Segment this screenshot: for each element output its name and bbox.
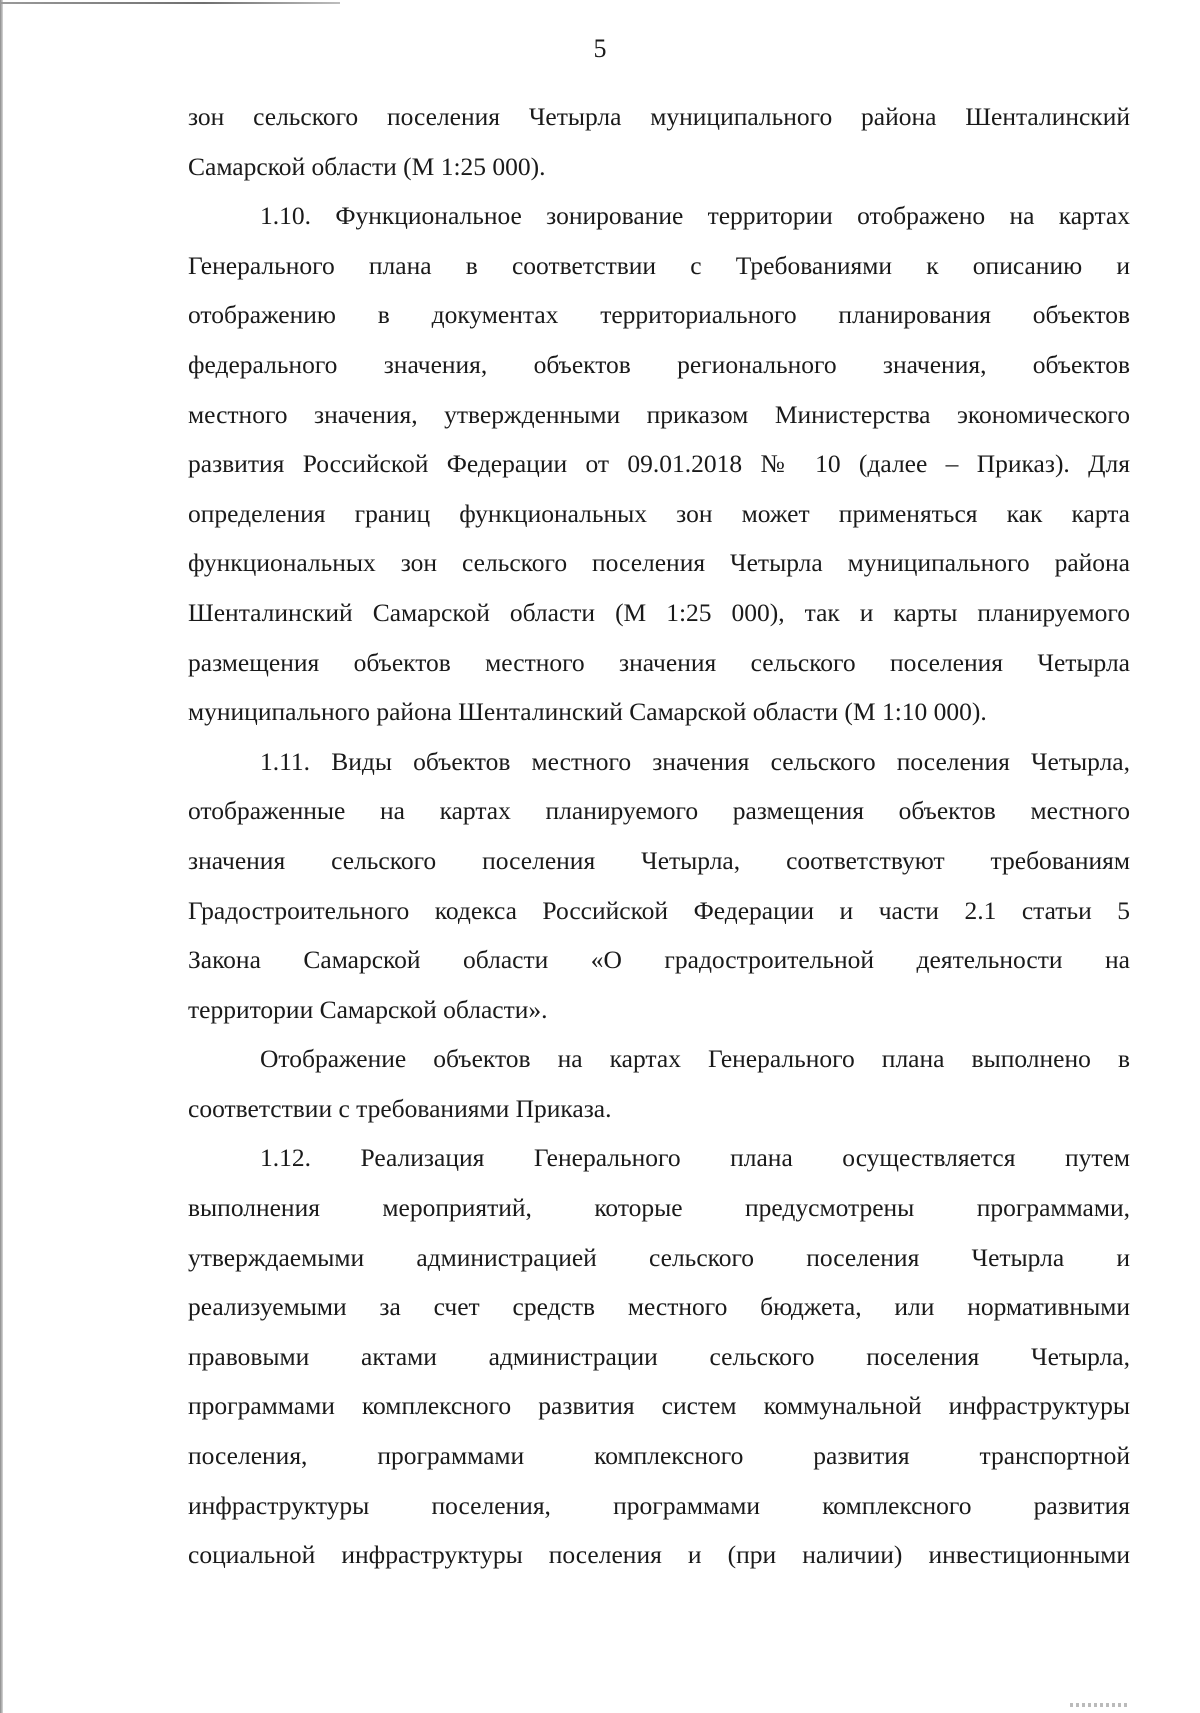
text-line: выполнения мероприятий, которые предусмотрены программами, bbox=[188, 1193, 1130, 1223]
text-line: программами комплексного развития систем коммунальной инфраструктуры bbox=[188, 1391, 1130, 1421]
text-line: отображенные на картах планируемого размещения объектов местного bbox=[188, 796, 1130, 826]
text-line: Градостроительного кодекса Российской Федерации и части 2.1 статьи 5 bbox=[188, 895, 1130, 925]
text-line: муниципального района Шенталинский Самарской области (М 1:10 000). bbox=[188, 697, 987, 727]
text-line: территории Самарской области». bbox=[188, 994, 548, 1024]
text-line: Шенталинский Самарской области (М 1:25 000), так и карты планируемого bbox=[188, 597, 1130, 627]
text-line: социальной инфраструктуры поселения и (при наличии) инвестиционными bbox=[188, 1540, 1130, 1570]
text-line: федерального значения, объектов регионального значения, объектов bbox=[188, 349, 1130, 379]
text-line: Самарской области (М 1:25 000). bbox=[188, 151, 546, 181]
text-line: местного значения, утвержденными приказом Министерства экономического bbox=[188, 399, 1130, 429]
text-line: значения сельского поселения Четырла, соответствуют требованиям bbox=[188, 845, 1130, 875]
text-line: отображению в документах территориального планирования объектов bbox=[188, 300, 1130, 330]
text-line: размещения объектов местного значения сельского поселения Четырла bbox=[188, 647, 1130, 677]
text-line: функциональных зон сельского поселения Четырла муниципального района bbox=[188, 548, 1130, 578]
scan-top-line-artifact bbox=[0, 2, 340, 4]
text-line: Генерального плана в соответствии с Требованиями к описанию и bbox=[188, 250, 1130, 280]
text-line: 1.10. Функциональное зонирование территории отображено на картах bbox=[260, 201, 1130, 231]
text-line: развития Российской Федерации от 09.01.2018 № 10 (далее – Приказ). Для bbox=[188, 449, 1130, 479]
text-line: зон сельского поселения Четырла муниципального района Шенталинский bbox=[188, 102, 1130, 131]
text-line: утверждаемыми администрацией сельского поселения Четырла и bbox=[188, 1242, 1130, 1272]
scan-edge-artifact bbox=[0, 0, 3, 1713]
text-line: 1.12. Реализация Генерального плана осуществляется путем bbox=[260, 1143, 1130, 1173]
text-line: Отображение объектов на картах Генерального плана выполнено в bbox=[260, 1044, 1130, 1074]
text-line: поселения, программами комплексного развития транспортной bbox=[188, 1441, 1130, 1471]
text-line: инфраструктуры поселения, программами комплексного развития bbox=[188, 1490, 1130, 1520]
text-line: определения границ функциональных зон может применяться как карта bbox=[188, 498, 1130, 528]
text-line: реализуемыми за счет средств местного бюджета, или нормативными bbox=[188, 1292, 1130, 1322]
text-line: 1.11. Виды объектов местного значения сельского поселения Четырла, bbox=[260, 746, 1130, 776]
text-line: правовыми актами администрации сельского поселения Четырла, bbox=[188, 1341, 1130, 1371]
text-line: Закона Самарской области «О градостроительной деятельности на bbox=[188, 945, 1130, 975]
document-body bbox=[188, 92, 1130, 1580]
page-number: 5 bbox=[593, 34, 607, 63]
scan-bottom-artifact bbox=[1070, 1703, 1130, 1707]
text-line: соответствии с требованиями Приказа. bbox=[188, 1093, 612, 1123]
